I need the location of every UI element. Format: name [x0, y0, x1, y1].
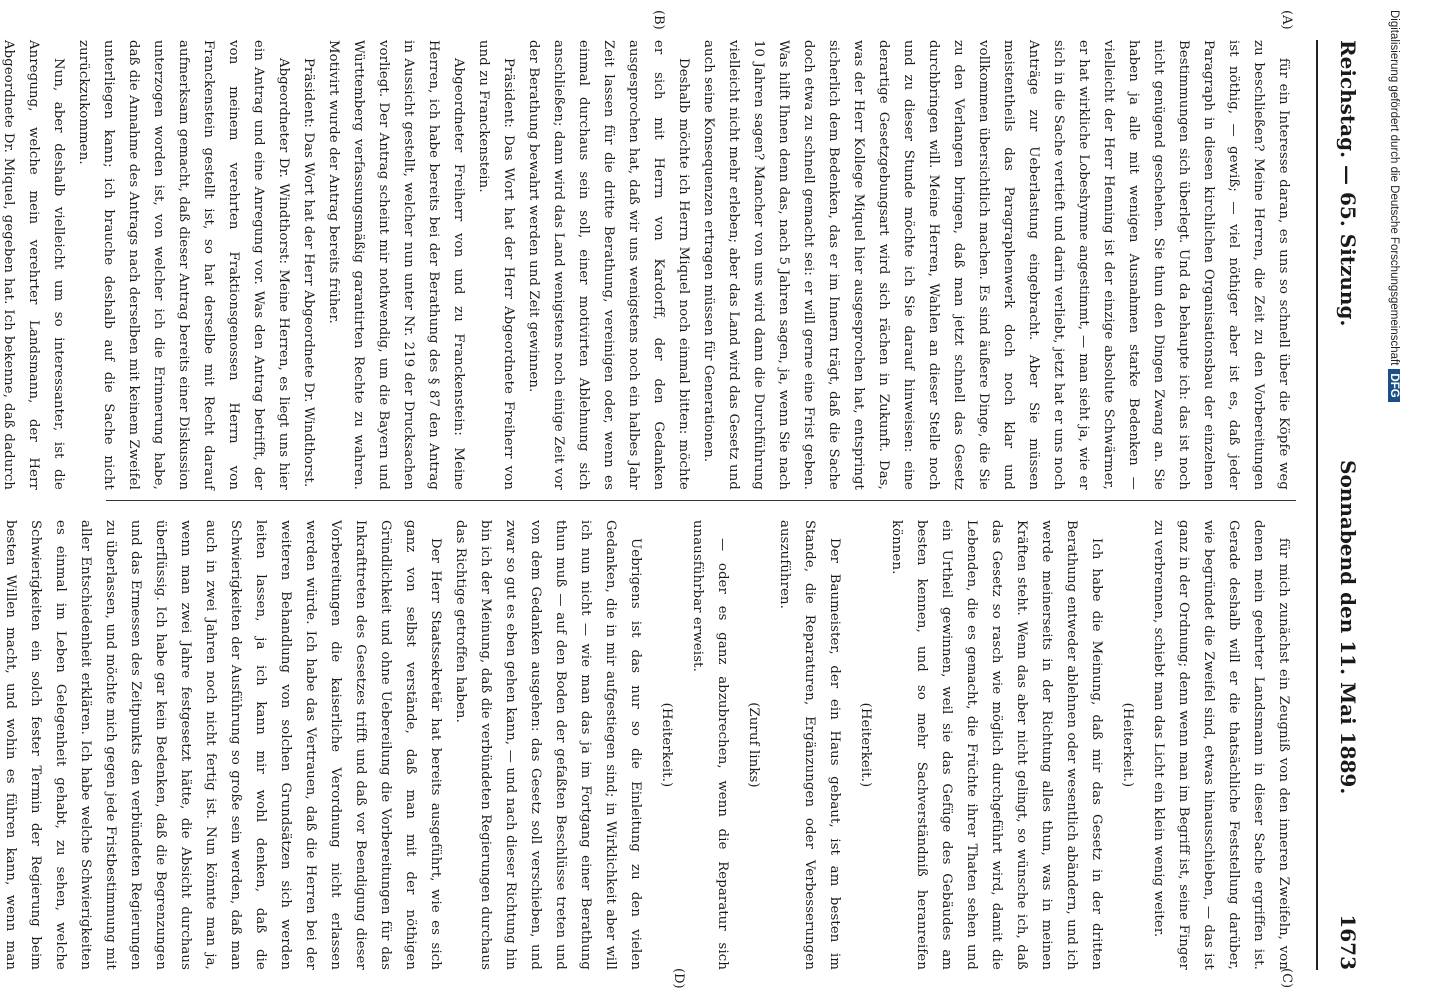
interjection: (Zuruf links) — [746, 702, 761, 788]
page-number: 1673 — [1336, 914, 1360, 970]
header-left: Reichstag. — 65. Sitzung. — [1336, 40, 1360, 327]
margin-marker-c: (C) — [1279, 968, 1294, 989]
margin-marker-b: (B) — [651, 10, 666, 30]
paragraph: Uebrigens ist das nur so die Einleitung zu den vielen Gedanken, die in mir aufgestiegen sind; in Wirklichkeit aber will ich nun nicht — wie man das ja im Fortgang einer Berathung thun muß — auf den Boden der gefaßten Beschlüsse treten und von dem Gedanken ausgehen: das Gesetz soll verschieben, und zwar so gut es eben gehen kann, — und nach dieser Richtung hin bin ich der Meinung, daß die verbündeten Regierungen durchaus das Richtige getroffen haben. — [453, 520, 643, 970]
paragraph: Der Herr Staatssekretär hat bereits ausgeführt, wie es sich ganz von selbst verstände, daß man mit der nöthigen Gründlichkeit und ohne Uebereilung die Vorbereitungen für das Inkrafttreten des Gesetzes trifft und daß vor Beendigung dieser Vorbereitungen die kaiserliche Verordnung nicht erlassen werden würde. Ich habe das Vertrauen, daß die Herren bei der weiteren Behandlung von solchen Grundsätzen sich werden leiten lassen, ja ich kann mir wohl denken, daß die Schwierigkeiten der Ausführung so große sein werden, daß man auch in zwei Jahren noch nicht fertig ist. Nun könnte man ja, wenn man zwei Jahre festgesetzt hätte, die Absicht durchaus überflüssig. Ich habe gar kein Bedenken, daß die Begrenzungen und das Ermessen des Zeitpunkts den verbündeten Regierungen zu überlassen, und möchte mich gegen jede Fristbestimmung mit aller Entschiedenheit erklären. Ich habe welche Schwierigkeiten es einmal im Leben Gelegenheit gehabt, zu sehen, welche Schwierigkeiten ein solch fester Termin der Regierung beim besten Willen macht, und wohin es führen kann, wenn man — [3, 520, 443, 970]
left-column — [1, 40, 1296, 490]
paragraph: Deshalb möchte ich Herrn Miquel noch einmal bitten: möchte er sich mit Herrn von Kardorff, der den Gedanken ausgesprochen hat, daß wir uns wenigstens noch ein halbes Jahr Zeit lassen für die dritte Berathung, vereinigen oder, wenn es einmal durchaus sein soll, einer motivirten Ablehnung sich anschließen; dann wird das Land wenigstens noch einige Zeit vor der Berathung bewahrt werden und Zeit gewinnen. — [526, 40, 691, 490]
paragraph: Präsident: Das Wort hat der Herr Abgeordnete Freiherr von und zu Franckenstein. — [476, 40, 516, 490]
paragraph: Abgeordneter Dr. Windthorst: Meine Herren, es liegt uns hier ein Antrag und eine Anregung vor. Was den Antrag betrifft, der von meinem verehrten Fraktionsgenossen Herrn von Franckenstein gestellt ist, so hat derselbe mit Recht darauf aufmerksam gemacht, daß dieser Antrag bereits einer Diskussion unterzogen worden ist, von welcher ich die Erinnerung habe, daß die Annahme des Antrags nach derselben mit keinem Zweifel unterliegen kann; ich brauche deshalb auf die Sache nicht zurückzukommen. — [76, 40, 291, 490]
paragraph: Der Baumeister, der ein Haus gebaut, ist am besten im Stande, die Reparaturen, Ergänzungen oder Verbesserungen auszuführen. — [777, 520, 842, 970]
header-date: Sonnabend den 11. Mai 1889. — [1336, 460, 1360, 795]
column-divider — [106, 500, 1296, 501]
interjection: (Heiterkeit.) — [858, 702, 873, 788]
margin-marker-a: (A) — [1279, 10, 1294, 30]
interjection: (Heiterkeit.) — [1120, 702, 1135, 788]
paragraph: — oder es ganz abzubrechen, wenn die Reparatur sich unausführbar erweist. — [690, 520, 730, 970]
digitization-text: Digitalisierung gefördert durch die Deutsche Forschungsgemeinschaft — [1388, 10, 1400, 366]
page-header — [1316, 40, 1368, 970]
paragraph: Präsident: Das Wort hat der Herr Abgeordnete Dr. Windthorst. — [301, 58, 316, 488]
paragraph: Ich habe die Meinung, daß mir das Gesetz in der dritten Berathung entweder ablehnen oder wesentlich abändern, und ich werde meinerseits in der Richtung alles thun, was in meinen Kräften steht. Wenn das aber nicht gelingt, so wünsche ich, daß das Gesetz so rasch wie möglich durchgeführt wird, damit die Lebenden, die es gemacht, die Früchte ihrer Thaten sehen und ein Urtheil gewinnen, weil sie das Gefüge des Gebäudes am besten kennen, und so mehr Sachverständniß heranreifen können. — [889, 520, 1104, 970]
dfg-logo: DFG — [1388, 369, 1400, 401]
paragraph: Nun, aber deshalb vielleicht um so interessanter, ist die Anregung, welche mein verehrter Landsmann, der Herr Abgeordnete Dr. Miquel, gegeben hat. Ich bekenne, daß dadurch — [1, 40, 66, 490]
paragraph: Abgeordneter Freiherr von und zu Franckenstein: Meine Herren, ich habe bereits bei der Berathung des § 87 den Antrag in Aussicht gestellt, welcher nun unter Nr. 219 der Drucksachen vorliegt. Der Antrag scheint mir nothwendig, um die Bayern und Württemberg verfassungsmäßig garantirten Rechte zu wahren. Motivirt wurde der Antrag bereits früher. — [326, 40, 466, 490]
document-page — [1, 10, 1386, 990]
paragraph: für ein Interesse daran, es uns so schnell über die Köpfe weg zu beschließen? Meine Herren, die Zeit zu den Vorbereitungen ist nöthig, — gewiß; — viel nöthiger aber ist es, daß jeder Paragraph in diesen kirchlichen Organisationsbau der einzelnen Bestimmungen sich überlegt. Und da behaupte ich: das ist noch nicht genügend geschehen. Sie thun den Dingen Zwang an. Sie haben ja alle mit wenigen Ausnahmen starke Bedenken — vielleicht der Herr Henning ist der einzige absolute Schwärmer, er hat wirkliche Lobeshymne angestimmt, — man sieht ja, wie er sich in die Sache vertieft und darin verliebt, jetzt hat er uns noch Anträge zur Ueberlastung eingebracht. Aber Sie müssen meistentheils das Paragraphenwerk doch noch klar und vollkommen übersichtlich machen. Es sind äußere Dinge, die Sie zu den Verlangen bringen, daß man jetzt schnell das Gesetz durchbringen will. Meine Herren, Wahlen an dieser Stelle noch und zu dieser Stunde möchte ich Sie darauf hinweisen: eine derartige Gesetzgebungsart wird sich rächen in Zukunft. Das, was der Herr Kollege Miquel hier ausgesprochen hat, entspringt sicherlich dem Bedenken, das er im Innern trägt, daß die Sache doch etwa zu schnell gemacht sei: er will gerne eine Frist geben. Was hilft Ihnen denn das, nach 5 Jahren sagen, ja, wenn Sie nach 10 Jahren sagen? Mancher von uns wird dann die Durchführung vielleicht nicht mehr erleben; aber das Land wird das Gesetz und auch seine Konsequenzen ertragen müssen für Generationen. — [701, 40, 1291, 490]
margin-marker-d: (D) — [671, 968, 686, 989]
paragraph: für mich zunächst ein Zeugniß von den inneren Zweifeln, von denen mein geehrter Landsmann in dieser Sache ergriffen ist. Gerade deshalb will er die thatsächliche Feststellung darüber, wie begründet die Zweifel sind, etwas hinausschieben, — das ist ganz in der Ordnung; denn wenn man im Begriff ist, seine Finger zu verbrennen, schiebt man das Licht ein klein wenig weiter. — [1151, 520, 1291, 970]
interjection: (Heiterkeit.) — [659, 702, 674, 788]
right-column — [3, 520, 1296, 970]
digitization-note — [1374, 10, 1400, 990]
